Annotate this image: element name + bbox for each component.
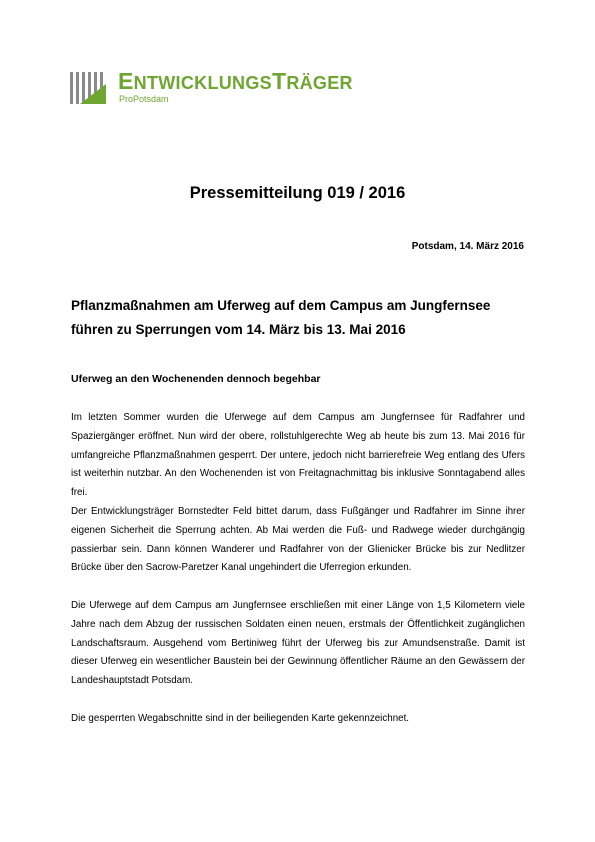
body-text: [71, 409, 525, 729]
page-title: Pressemitteilung 019 / 2016: [189, 184, 406, 202]
logo-subtitle: ProPotsdam: [119, 94, 169, 104]
logo-mark-icon: [70, 70, 110, 106]
logo: [70, 68, 390, 108]
paragraph: Die Uferwege auf dem Campus am Jungfernsee erschließen mit einer Länge von 1,5 Kilometern viele Jahre nach dem Abzug der russischen Soldaten einen neuen, erstmals der Öffentlichkeit zugänglichen Landschaftsraum. Ausgehend vom Bertiniweg führt der Uferweg bis zur Amundsenstraße. Damit ist dieser Uferweg ein wesentlicher Baustein bei der Gewinnung öffentlicher Räume an den Gewässern der Landeshauptstadt Potsdam.: [71, 599, 525, 687]
paragraph: Im letzten Sommer wurden die Uferwege auf dem Campus am Jungfernsee für Radfahrer und Spaziergänger eröffnet. Nun wird der obere, rollstuhlgerechte Weg ab heute bis zum 13. Mai 2016 für umfangreiche Pflanzmaßnahmen gesperrt. Der untere, jedoch nicht barrierefreie Weg entlang des Ufers ist weiterhin nutzbar. An den Wochenenden ist von Freitagnachmittag bis inklusive Sonntagabend alles frei.: [71, 412, 525, 499]
date-line: Potsdam, 14. März 2016: [411, 241, 524, 252]
headline: Pflanzmaßnahmen am Uferweg auf dem Campus am Jungfernsee führen zu Sperrungen vom 14. März bis 13. Mai 2016: [71, 298, 491, 337]
paragraph: Der Entwicklungsträger Bornstedter Feld bittet darum, dass Fußgänger und Radfahrer im Sinne ihrer eigenen Sicherheit die Sperrung achten. Ab Mai werden die Fuß- und Radwege wieder durchgängig passierbar sein. Dann können Wanderer und Radfahrer von der Glienicker Brücke bis zur Nedlitzer Brücke über den Sacrow-Paretzer Kanal ungehindert die Uferregion erkunden.: [71, 505, 525, 574]
subheadline: Uferweg an den Wochenenden dennoch begehbar: [71, 373, 321, 385]
paragraph: Die gesperrten Wegabschnitte sind in der beiliegenden Karte gekennzeichnet.: [71, 712, 410, 724]
logo-title: ENTWICKLUNGSTRÄGER: [118, 68, 353, 94]
